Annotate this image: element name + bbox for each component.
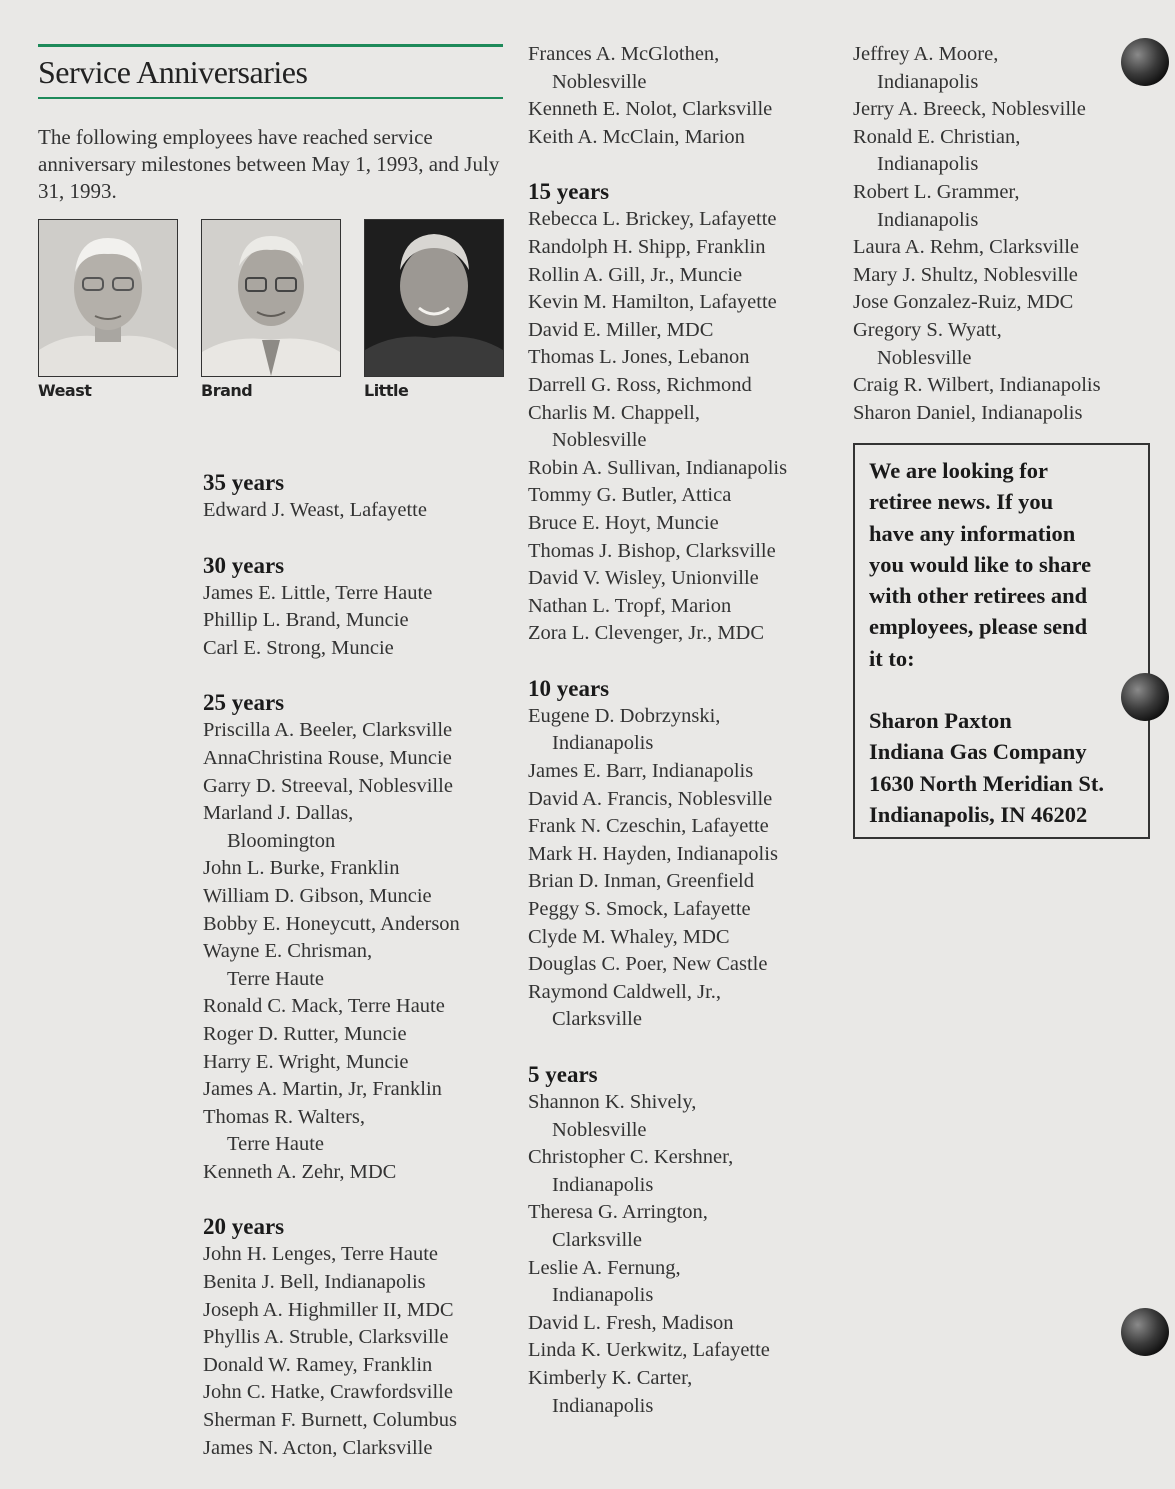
binder-hole-bottom [1121, 1308, 1169, 1356]
caption-weast: Weast [38, 381, 92, 400]
employee-entry: Harry E. Wright, Muncie [203, 1050, 409, 1073]
employee-entry: James N. Acton, Clarksville [203, 1436, 433, 1459]
group-heading: 10 years [528, 675, 610, 701]
employee-entry: John H. Lenges, Terre Haute [203, 1243, 438, 1266]
employee-entry: Ronald C. Mack, Terre Haute [203, 995, 445, 1018]
employee-entry: David A. Francis, Noblesville [528, 787, 773, 810]
anniversary-group [203, 469, 513, 525]
retiree-news-notice [853, 443, 1150, 839]
employee-entry: Rebecca L. Brickey, Lafayette [528, 208, 777, 231]
employee-entry: Robert L. Grammer, Indianapolis [853, 180, 1020, 231]
column-2 [528, 41, 838, 1447]
employee-entry: Randolph H. Shipp, Franklin [528, 235, 766, 258]
notice-message [869, 455, 1138, 674]
employee-entry: Rollin A. Gill, Jr., Muncie [528, 263, 743, 286]
employee-entry: Darrell G. Ross, Richmond [528, 373, 752, 396]
employee-entry: Linda K. Uerkwitz, Lafayette [528, 1339, 770, 1362]
employee-entry: Raymond Caldwell, Jr., Clarksville [528, 980, 722, 1031]
address-line: Sharon Paxton [869, 708, 1012, 734]
group-heading: 25 years [203, 690, 285, 716]
binder-hole-top [1121, 38, 1169, 86]
employee-entry: Leslie A. Fernung, Indianapolis [528, 1256, 681, 1307]
employee-entry: Wayne E. Chrisman, Terre Haute [203, 940, 373, 990]
group-heading: 20 years [203, 1214, 285, 1240]
title-rule-bottom [38, 97, 503, 99]
photo-weast [38, 219, 178, 377]
employee-entry: David E. Miller, MDC [528, 318, 714, 341]
employee-entry: Keith A. McClain, Marion [528, 125, 745, 148]
employee-entry: Kevin M. Hamilton, Lafayette [528, 291, 777, 314]
employee-entry: Bobby E. Honeycutt, Anderson [203, 912, 460, 935]
anniversary-group [528, 1061, 838, 1420]
employee-entry: Craig R. Wilbert, Indianapolis [853, 374, 1101, 397]
address-line: Indiana Gas Company [869, 739, 1087, 765]
employee-entry: Gregory S. Wyatt, Noblesville [853, 318, 1002, 369]
employee-entry: Thomas R. Walters, Terre Haute [203, 1105, 365, 1156]
group-heading: 35 years [203, 470, 285, 495]
employee-entry: Kimberly K. Carter, Indianapolis [528, 1366, 693, 1417]
employee-entry: William D. Gibson, Muncie [203, 884, 432, 907]
employee-entry: James E. Barr, Indianapolis [528, 760, 754, 783]
employee-entry: John C. Hatke, Crawfordsville [203, 1381, 453, 1404]
employee-entry: Zora L. Clevenger, Jr., MDC [528, 622, 765, 645]
employee-entry: Charlis M. Chappell, Noblesville [528, 401, 700, 452]
notice-address [869, 705, 1138, 830]
employee-entry: Garry D. Streeval, Noblesville [203, 774, 453, 797]
anniversary-group [853, 41, 1153, 427]
employee-entry: Douglas C. Poer, New Castle [528, 953, 768, 976]
notice-line: have any information [869, 520, 1076, 546]
notice-line: employees, please send [869, 614, 1088, 640]
employee-entry: David L. Fresh, Madison [528, 1311, 734, 1334]
employee-entry: James A. Martin, Jr, Franklin [203, 1078, 442, 1101]
anniversary-group [203, 1213, 513, 1462]
employee-entry: Shannon K. Shively, Noblesville [528, 1091, 697, 1141]
anniversary-group [528, 675, 838, 1034]
employee-entry: Jerry A. Breeck, Noblesville [853, 98, 1086, 121]
notice-line: retiree news. If you [869, 489, 1054, 515]
employee-entry: Edward J. Weast, Lafayette [203, 499, 427, 521]
anniversary-group [528, 41, 838, 151]
group-heading: 5 years [528, 1062, 598, 1087]
employee-entry: Laura A. Rehm, Clarksville [853, 236, 1080, 259]
address-line: Indianapolis, IN 46202 [869, 801, 1088, 827]
group-heading: 15 years [528, 179, 610, 205]
employee-entry: Jeffrey A. Moore, Indianapolis [853, 43, 999, 93]
anniversary-group [203, 552, 513, 663]
address-line: 1630 North Meridian St. [869, 770, 1104, 796]
photo-brand [201, 219, 341, 377]
employee-entry: Clyde M. Whaley, MDC [528, 925, 730, 948]
employee-entry: Theresa G. Arrington, Clarksville [528, 1201, 708, 1251]
notice-line: We are looking for [869, 458, 1048, 483]
employee-entry: Priscilla A. Beeler, Clarksville [203, 719, 453, 742]
employee-entry: Robin A. Sullivan, Indianapolis [528, 456, 788, 479]
photo-little [364, 219, 504, 377]
employee-entry: Phillip L. Brand, Muncie [203, 609, 409, 632]
title-rule-top [38, 44, 503, 47]
employee-entry: Joseph A. Highmiller II, MDC [203, 1298, 454, 1321]
employee-entry: Roger D. Rutter, Muncie [203, 1022, 407, 1045]
employee-entry: Kenneth E. Nolot, Clarksville [528, 98, 773, 121]
column-1 [203, 469, 513, 1489]
employee-entry: Thomas L. Jones, Lebanon [528, 346, 750, 369]
employee-entry: Kenneth A. Zehr, MDC [203, 1160, 397, 1183]
caption-little: Little [364, 381, 409, 400]
anniversary-group [203, 689, 513, 1186]
employee-entry: AnnaChristina Rouse, Muncie [203, 746, 452, 769]
employee-entry: Eugene D. Dobrzynski, Indianapolis [528, 704, 721, 755]
caption-brand: Brand [201, 381, 253, 400]
employee-entry: Frances A. McGlothen, Noblesville [528, 43, 720, 93]
employee-entry: Mark H. Hayden, Indianapolis [528, 842, 778, 865]
employee-entry: David V. Wisley, Unionville [528, 567, 759, 590]
employee-entry: Ronald E. Christian, Indianapolis [853, 125, 1021, 176]
binder-hole-middle [1121, 673, 1169, 721]
column-3 [853, 41, 1153, 454]
notice-line: with other retirees and [869, 583, 1088, 609]
employee-entry: Phyllis A. Struble, Clarksville [203, 1326, 449, 1349]
employee-entry: Frank N. Czeschin, Lafayette [528, 815, 769, 838]
employee-entry: Tommy G. Butler, Attica [528, 484, 732, 507]
employee-entry: Marland J. Dallas, Bloomington [203, 802, 354, 852]
employee-entry: Carl E. Strong, Muncie [203, 636, 394, 659]
employee-entry: Bruce E. Hoyt, Muncie [528, 511, 719, 534]
employee-entry: Donald W. Ramey, Franklin [203, 1353, 433, 1376]
intro-paragraph: The following employees have reached service anniversary milestones between May 1, 1993, and July 31, 1993. [38, 125, 500, 203]
employee-entry: Benita J. Bell, Indianapolis [203, 1271, 426, 1294]
employee-entry: James E. Little, Terre Haute [203, 581, 433, 604]
employee-entry: Thomas J. Bishop, Clarksville [528, 539, 776, 562]
group-heading: 30 years [203, 552, 285, 578]
anniversary-group [528, 178, 838, 648]
notice-line: you would like to share [869, 551, 1092, 577]
employee-entry: John L. Burke, Franklin [203, 857, 400, 880]
employee-entry: Sharon Daniel, Indianapolis [853, 401, 1083, 424]
notice-line: it to: [869, 645, 915, 671]
employee-entry: Christopher C. Kershner, Indianapolis [528, 1146, 734, 1196]
employee-entry: Mary J. Shultz, Noblesville [853, 263, 1078, 286]
employee-entry: Jose Gonzalez-Ruiz, MDC [853, 291, 1074, 314]
page-title: Service Anniversaries [38, 54, 308, 90]
employee-entry: Sherman F. Burnett, Columbus [203, 1409, 458, 1432]
employee-entry: Nathan L. Tropf, Marion [528, 594, 732, 617]
employee-entry: Brian D. Inman, Greenfield [528, 870, 754, 893]
employee-entry: Peggy S. Smock, Lafayette [528, 898, 751, 921]
